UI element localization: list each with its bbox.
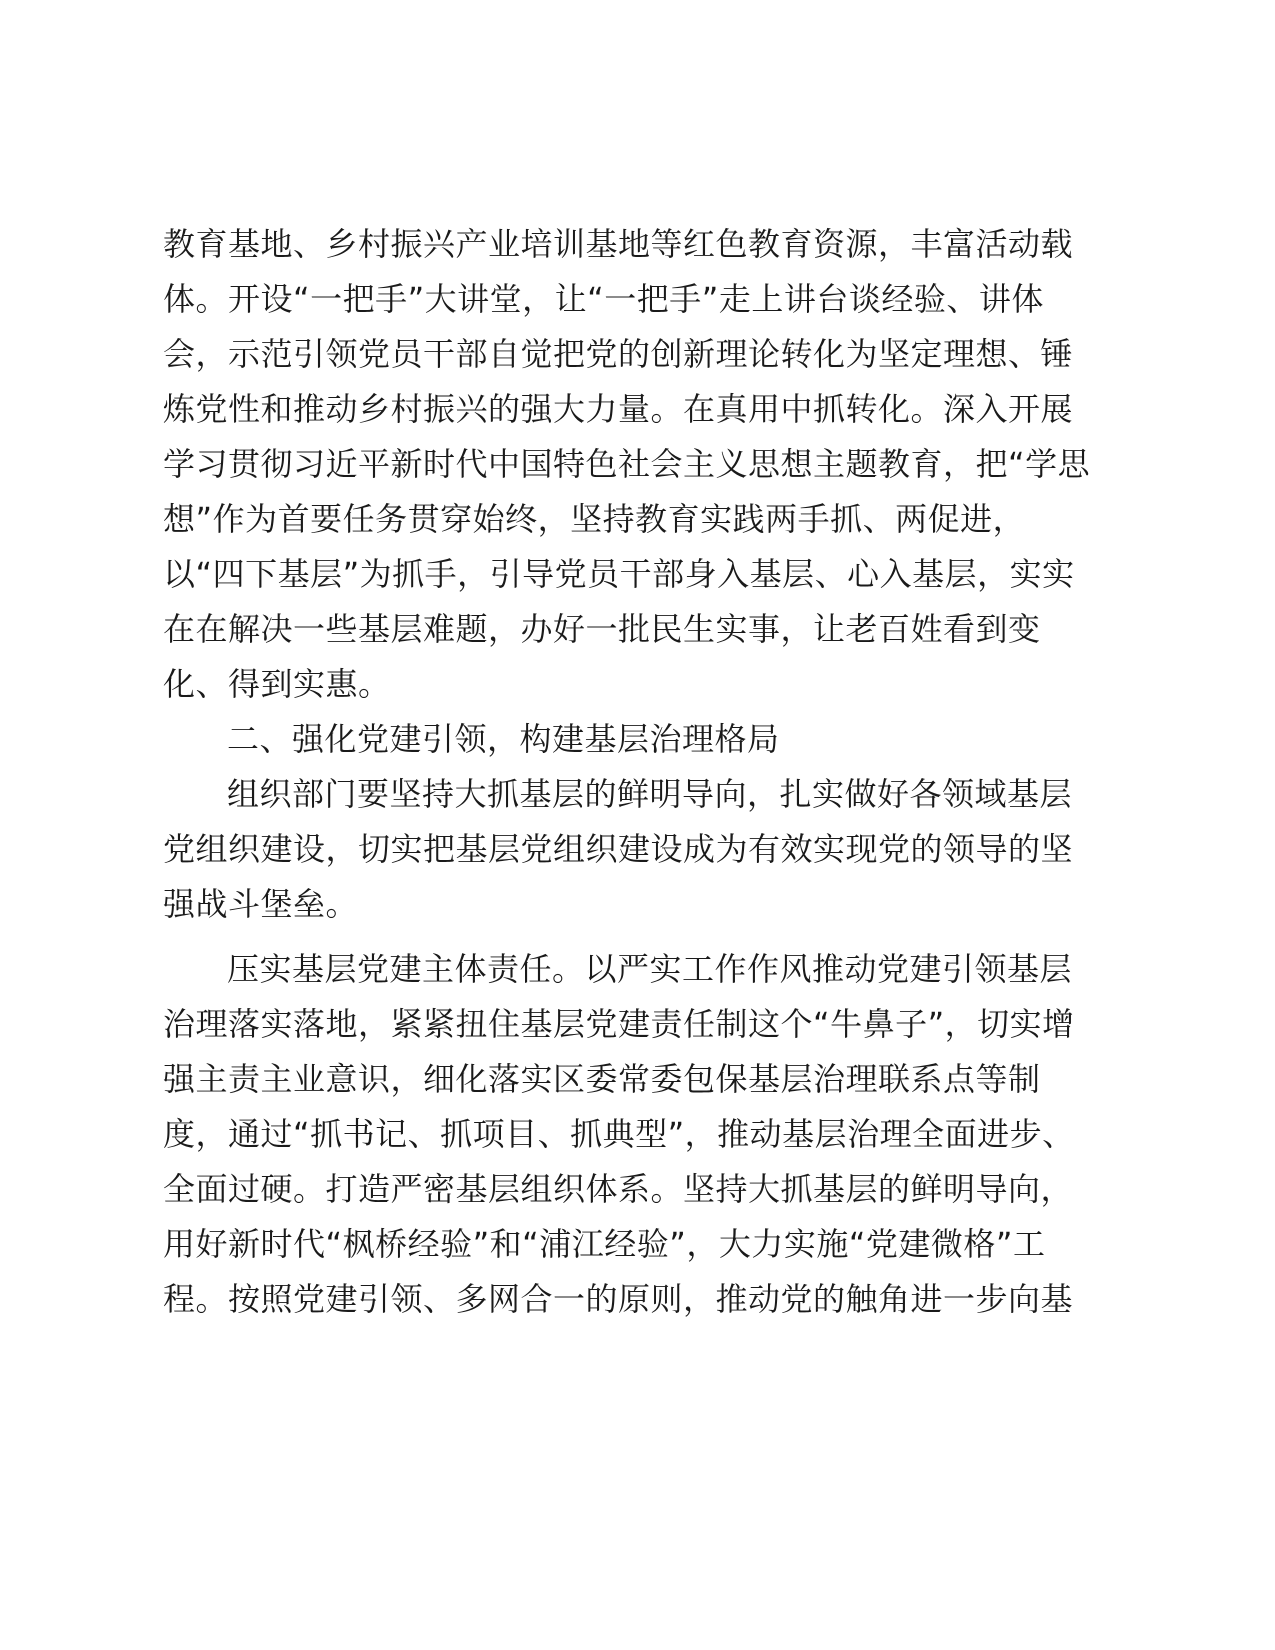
- text-line: 压实基层党建主体责任。以严实工作作风推动党建引领基层: [227, 950, 1073, 988]
- body-text: [163, 217, 1123, 1327]
- text-line: 化、得到实惠。: [163, 665, 391, 703]
- text-line: 程。按照党建引领、多网合一的原则，推动党的触角进一步向基: [163, 1280, 1074, 1318]
- text-line: 党组织建设，切实把基层党组织建设成为有效实现党的领导的坚: [163, 830, 1074, 868]
- text-line: 用好新时代“枫桥经验”和“浦江经验”，大力实施“党建微格”工: [163, 1225, 1046, 1263]
- text-line: 以“四下基层”为抓手，引导党员干部身入基层、心入基层，实实: [163, 555, 1075, 593]
- text-line: 学习贯彻习近平新时代中国特色社会主义思想主题教育，把“学思: [163, 445, 1091, 483]
- text-line: 强战斗堡垒。: [163, 885, 359, 923]
- text-line: 会，示范引领党员干部自觉把党的创新理论转化为坚定理想、锤: [163, 335, 1074, 373]
- text-line: 想”作为首要任务贯穿始终，坚持教育实践两手抓、两促进，: [163, 500, 1026, 538]
- text-line: 度，通过“抓书记、抓项目、抓典型”，推动基层治理全面进步、: [163, 1115, 1075, 1153]
- text-line: 在在解决一些基层难题，办好一批民生实事，让老百姓看到变: [163, 610, 1041, 648]
- text-line: 全面过硬。打造严密基层组织体系。坚持大抓基层的鲜明导向，: [163, 1170, 1074, 1208]
- section-heading: 二、强化党建引领，构建基层治理格局: [227, 720, 780, 758]
- text-line: 组织部门要坚持大抓基层的鲜明导向，扎实做好各领域基层: [227, 775, 1073, 813]
- text-line: 教育基地、乡村振兴产业培训基地等红色教育资源，丰富活动载: [163, 225, 1074, 263]
- text-line: 炼党性和推动乡村振兴的强大力量。在真用中抓转化。深入开展: [163, 390, 1074, 428]
- text-line: 治理落实落地，紧紧扭住基层党建责任制这个“牛鼻子”，切实增: [163, 1005, 1075, 1043]
- text-line: 强主责主业意识，细化落实区委常委包保基层治理联系点等制: [163, 1060, 1041, 1098]
- text-line: 体。开设“一把手”大讲堂，让“一把手”走上讲台谈经验、讲体: [163, 280, 1044, 318]
